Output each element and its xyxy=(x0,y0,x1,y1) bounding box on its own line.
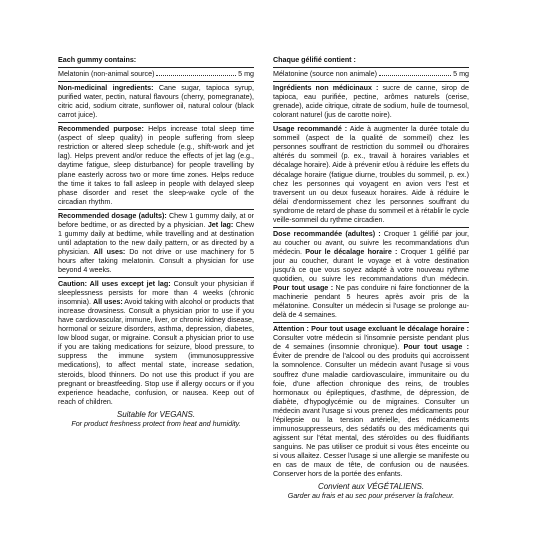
contents-heading: Each gummy contains: xyxy=(58,56,137,64)
nonmedicinal-label: Non-medicinal ingredients: xyxy=(58,84,154,93)
dosage-label: Recommended dosage (adults): xyxy=(58,211,167,220)
divider xyxy=(273,122,469,123)
dot-leader xyxy=(379,75,451,76)
dosage-label-fr: Dose recommandée (adultes) : xyxy=(273,229,381,238)
purpose-text-fr: Aide à augmenter la durée totale du sommeil (aspect de la qualité de sommeil) chez les personnes souffrant de restriction du sommeil ou d'horaires altérés du sommeil (p. ex., travail à horaires variables et décalage horaire). Aide à prévenir et/ou à réduire les effets du décalage horaire (fatigue diurne, troubles du sommeil, p. ex.) chez les personnes qui voyagent en avion vers l'est et traversent un ou deux fuseaux horaires. Aide à réduire le délai d'endormissement chez les personnes souffrant du syndrome de retard de phase du sommeil et à rétablir le cycle veille-sommeil du rythme circadien. xyxy=(273,125,470,224)
english-column xyxy=(58,56,254,429)
dot-leader xyxy=(156,75,236,76)
recommended-dosage-fr xyxy=(273,230,469,320)
recommended-dosage xyxy=(58,212,254,275)
all-uses-text-fr: Ne pas conduire ni faire fonctionner de la machinerie pendant 5 heures après avoir pris de la mélatonine. Consulter un médecin si l'usage se prolonge au-delà de 4 semaines. xyxy=(273,284,469,320)
purpose-label-fr: Usage recommandé : xyxy=(273,125,348,134)
caution-label-fr: Attention : Pour tout usage excluant le décalage horaire : xyxy=(273,325,469,334)
nonmedicinal-ingredients-fr xyxy=(273,84,469,120)
french-column xyxy=(273,56,469,501)
all-uses-text: Do not drive or use machinery for 5 hours after taking melatonin. Consult a physician for use beyond 4 weeks. xyxy=(58,247,254,274)
jetlag-text: Chew 1 gummy daily at bedtime, while travelling and at destination until adaptation to the new daily pattern, or as directed by a physician. xyxy=(58,220,254,256)
dosage-text: Chew 1 gummy daily, at or before bedtime, or as directed by a physician. xyxy=(58,211,254,229)
jetlag-text-fr: Croquer 1 gélifié par jour au coucher, durant le voyage et à votre destination jusqu'à ce que vous soyez adapté à votre nouveau rythme quotidien, ou suivre les recommandations d'un médecin. xyxy=(273,247,469,284)
vegan-statement-fr: Convient aux VÉGÉTALIENS. xyxy=(317,482,425,492)
nonmedicinal-text-fr: sucre de canne, sirop de tapioca, eau purifiée, pectine, arômes naturels (cerise, grenade), acide citrique, citrate de sodium, huile de tournesol, colorant naturel (jus de carotte noire). xyxy=(273,84,469,120)
ingredient-row xyxy=(58,70,254,79)
divider xyxy=(58,67,254,68)
nonmedicinal-label-fr: Ingrédients non médicinaux : xyxy=(273,84,379,93)
jetlag-label: Jet lag: xyxy=(207,220,234,229)
ingredient-amount: 5 mg xyxy=(238,70,254,79)
recommended-purpose-fr xyxy=(273,125,469,225)
caution-all-uses-label: All uses: xyxy=(92,298,123,307)
caution-all-uses-text-fr: Éviter de prendre de l'alcool ou des produits qui accroissent la somnolence. Consulter un médecin avant l'usage si vous souffrez d'une maladie cardiovasculaire, immunitaire ou du foie, d'une affection chronique des reins, de troubles hormonaux ou épileptiques, d'asthme, de dépression, de diabète, d'hypoglycémie ou de migraines. Consulter un médecin avant l'usage si vous prenez des médicaments pour l'épilepsie ou la tension artérielle, des médicaments immunosuppresseurs, des sédatifs ou des médicaments qui agissent sur l'état mental, des stéroïdes ou des fluidifiants sanguins. Ne pas utiliser ce produit si vous êtes enceinte ou si vous allaitez. Cesser l'usage si une allergie se manifeste ou en cas de maux de tête, de confusion ou de nausées. Conserver hors de la portée des enfants. xyxy=(273,352,469,479)
caution-section-fr xyxy=(273,325,469,479)
all-uses-label-fr: Pour tout usage : xyxy=(273,284,334,293)
divider xyxy=(273,322,469,323)
vegan-statement: Suitable for VEGANS. xyxy=(116,409,196,419)
divider xyxy=(273,227,469,228)
contents-heading-fr: Chaque gélifié contient : xyxy=(273,56,356,64)
freshness-statement: For product freshness protect from heat and humidity. xyxy=(71,419,241,428)
caution-label: Caution: All uses except jet lag: xyxy=(58,280,171,289)
caution-all-uses-label-fr: Pour tout usage : xyxy=(403,343,469,352)
ingredient-label: Melatonin (non-animal source) xyxy=(58,70,155,79)
divider xyxy=(273,67,469,68)
divider xyxy=(58,81,254,82)
purpose-text: Helps increase total sleep time (aspect of sleep quality) in people suffering from sleep restriction or altered sleep schedule (e.g., shift-work and jet lag). Helps prevent and/or reduce the effects of jet lag (e.g., daytime fatigue, sleep disturbance) for people travelling by plane easterly across two or more time zones. Helps reduce the time it takes to fall asleep in people with delayed sleep phase disorder and reset the sleep-wake cycle of the circadian rhythm. xyxy=(58,125,255,206)
nonmedicinal-ingredients xyxy=(58,84,254,120)
dosage-text-fr: Croquer 1 gélifié par jour, au coucher ou avant, ou suivre les recommandations d'un médecin. xyxy=(273,229,469,256)
divider xyxy=(58,209,254,210)
recommended-purpose xyxy=(58,125,254,206)
divider xyxy=(58,122,254,123)
divider xyxy=(273,81,469,82)
freshness-statement-fr: Garder au frais et au sec pour préserver la fraîcheur. xyxy=(287,492,455,501)
caution-section xyxy=(58,280,254,407)
ingredient-amount-fr: 5 mg xyxy=(453,70,469,79)
jetlag-label-fr: Pour le décalage horaire : xyxy=(305,247,398,256)
all-uses-label: All uses: xyxy=(93,247,126,256)
nonmedicinal-text: Cane sugar, tapioca syrup, purified water, pectin, natural flavours (cherry, pomegranate), citric acid, sodium citrate, sunflower oil, natural colour (black carrot juice). xyxy=(58,84,254,120)
label-panel xyxy=(9,9,524,524)
ingredient-row-fr xyxy=(273,70,469,79)
caution-text: Consult your physician if sleeplessness persists for more than 4 weeks (chronic insomnia). xyxy=(58,280,254,307)
purpose-label: Recommended purpose: xyxy=(58,125,144,134)
ingredient-label-fr: Mélatonine (source non animale) xyxy=(273,70,377,79)
caution-text-fr: Consulter votre médecin si l'insomnie persiste pendant plus de 4 semaines (insomnie chronique). xyxy=(273,334,469,352)
caution-all-uses-text: Avoid taking with alcohol or products that increase drowsiness. Consult a physician prior to use if you have cardiovascular, immune, liver, or chronic kidney disease, hormonal or seizure disorders, asthma, depression, diabetes, low blood sugar, or migraine. Consult a physician prior to use if you are taking medications for seizure, blood pressure, to suppress the immune system (immunosuppressive medications), to affect mental state, increase sedation, steroids, blood thinners. Do not use this product if you are pregnant or breastfeeding. Stop use if allergy occurs or if you experience headache, confusion, or nausea. Keep out of reach of children. xyxy=(58,298,254,406)
divider xyxy=(58,277,254,278)
